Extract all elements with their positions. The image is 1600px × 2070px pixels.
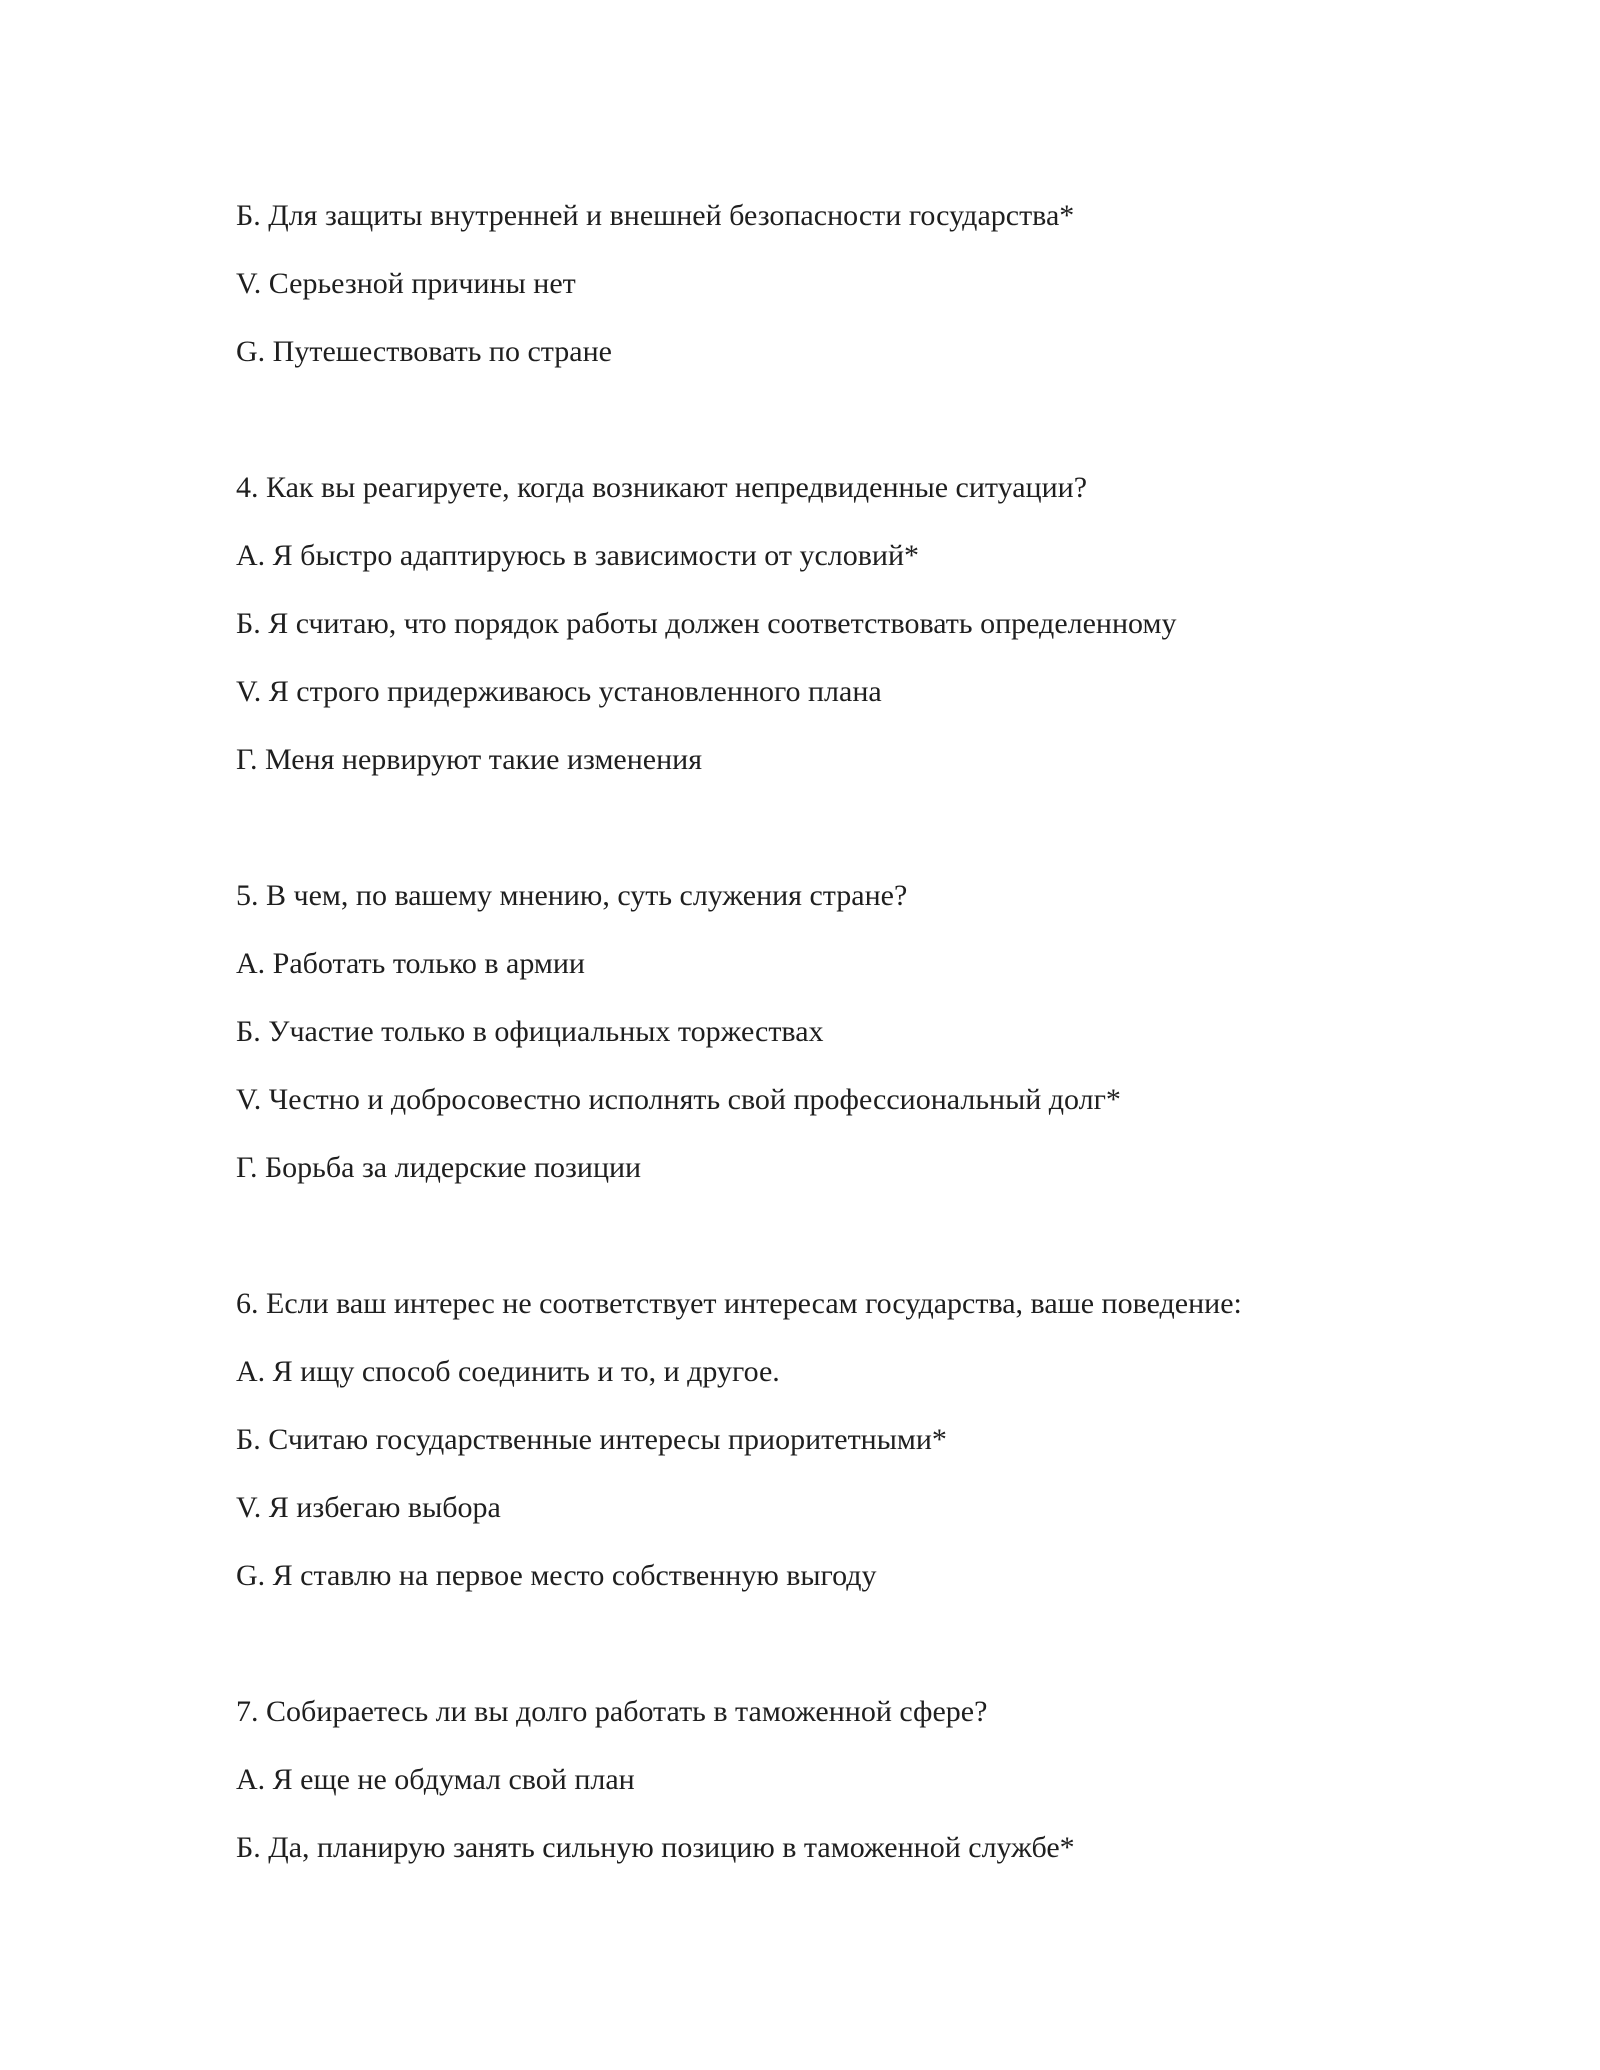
answer-option: A. Я еще не обдумал свой план <box>236 1763 635 1796</box>
blank-line <box>236 386 1436 454</box>
answer-option: Б. Считаю государственные интересы приоритетными* <box>236 1423 947 1456</box>
blank-line <box>236 1202 1436 1270</box>
answer-option: A. Я быстро адаптируюсь в зависимости от условий* <box>236 539 920 572</box>
answer-option: G. Я ставлю на первое место собственную выгоду <box>236 1559 877 1592</box>
answer-option: A. Работать только в армии <box>236 947 585 980</box>
answer-option: A. Я ищу способ соединить и то, и другое. <box>236 1355 780 1388</box>
answer-option: Б. Участие только в официальных торжествах <box>236 1015 824 1048</box>
question-6: 6. Если ваш интерес не соответствует интересам государства, ваше поведение: <box>236 1287 1242 1320</box>
answer-option: Б. Да, планирую занять сильную позицию в таможенной службе* <box>236 1831 1075 1864</box>
answer-option: Г. Борьба за лидерские позиции <box>236 1151 642 1184</box>
answer-option: V. Серьезной причины нет <box>236 267 576 300</box>
document-body <box>236 182 1436 1882</box>
answer-option: Г. Меня нервируют такие изменения <box>236 743 703 776</box>
answer-option: V. Честно и добросовестно исполнять свой профессиональный долг* <box>236 1083 1121 1116</box>
answer-option: Б. Для защиты внутренней и внешней безопасности государства* <box>236 199 1075 232</box>
answer-option: V. Я избегаю выбора <box>236 1491 501 1524</box>
answer-option: Б. Я считаю, что порядок работы должен соответствовать определенному <box>236 607 1177 640</box>
answer-option: G. Путешествовать по стране <box>236 335 612 368</box>
question-7: 7. Собираетесь ли вы долго работать в таможенной сфере? <box>236 1695 988 1728</box>
question-5: 5. В чем, по вашему мнению, суть служения стране? <box>236 879 908 912</box>
blank-line <box>236 794 1436 862</box>
question-4: 4. Как вы реагируете, когда возникают непредвиденные ситуации? <box>236 471 1088 504</box>
answer-option: V. Я строго придерживаюсь установленного плана <box>236 675 882 708</box>
blank-line <box>236 1610 1436 1678</box>
